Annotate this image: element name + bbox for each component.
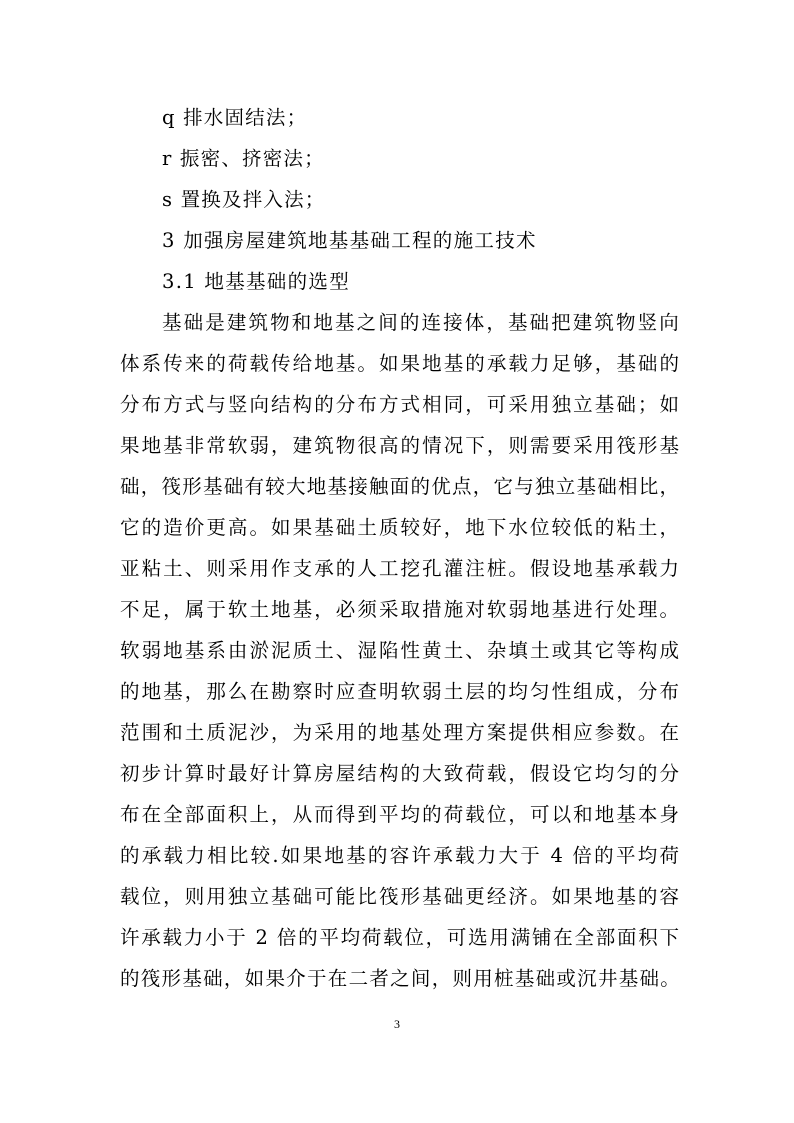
paragraph-line-15: 载位，则用独立基础可能比筏形基础更经济。如果地基的容 <box>120 885 680 908</box>
paragraph-line-11: 范围和土质泥沙，为采用的地基处理方案提供相应参数。在 <box>120 721 680 744</box>
paragraph-line-10: 的地基，那么在勘察时应查明软弱土层的均匀性组成，分布 <box>120 680 680 703</box>
paragraph-line-12: 初步计算时最好计算房屋结构的大致荷载，假设它均匀的分 <box>120 762 680 785</box>
paragraph-line-1: 基础是建筑物和地基之间的连接体，基础把建筑物竖向 <box>162 311 680 334</box>
paragraph-line-3: 分布方式与竖向结构的分布方式相同，可采用独立基础；如 <box>120 393 680 416</box>
list-item-q: q 排水固结法； <box>162 106 308 129</box>
paragraph-line-9: 软弱地基系由淤泥质土、湿陷性黄土、杂填土或其它等构成 <box>120 639 680 662</box>
paragraph-line-8: 不足，属于软土地基，必须采取措施对软弱地基进行处理。 <box>120 598 680 621</box>
paragraph-line-16: 许承载力小于 2 倍的平均荷载位，可选用满铺在全部面积下 <box>120 926 680 949</box>
list-item-r: r 振密、挤密法； <box>162 147 325 170</box>
paragraph-line-7: 亚粘土、则采用作支承的人工挖孔灌注桩。假设地基承载力 <box>120 557 680 580</box>
paragraph-line-6: 它的造价更高。如果基础土质较好，地下水位较低的粘土， <box>120 516 680 539</box>
paragraph-line-17: 的筏形基础，如果介于在二者之间，则用桩基础或沉井基础。 <box>120 967 680 990</box>
section-heading: 3 加强房屋建筑地基基础工程的施工技术 <box>162 229 537 252</box>
paragraph-line-13: 布在全部面积上，从而得到平均的荷载位，可以和地基本身 <box>120 803 680 826</box>
paragraph-line-2: 体系传来的荷载传给地基。如果地基的承载力足够，基础的 <box>120 352 680 375</box>
subsection-heading: 3.1 地基基础的选型 <box>162 270 351 293</box>
paragraph-line-4: 果地基非常软弱，建筑物很高的情况下，则需要采用筏形基 <box>120 434 680 457</box>
list-item-s: s 置换及拌入法； <box>162 188 326 211</box>
paragraph-line-5: 础，筏形基础有较大地基接触面的优点，它与独立基础相比， <box>120 475 680 498</box>
page-number: 3 <box>394 1017 400 1031</box>
paragraph-line-14: 的承载力相比较.如果地基的容许承载力大于 4 倍的平均荷 <box>120 844 680 867</box>
